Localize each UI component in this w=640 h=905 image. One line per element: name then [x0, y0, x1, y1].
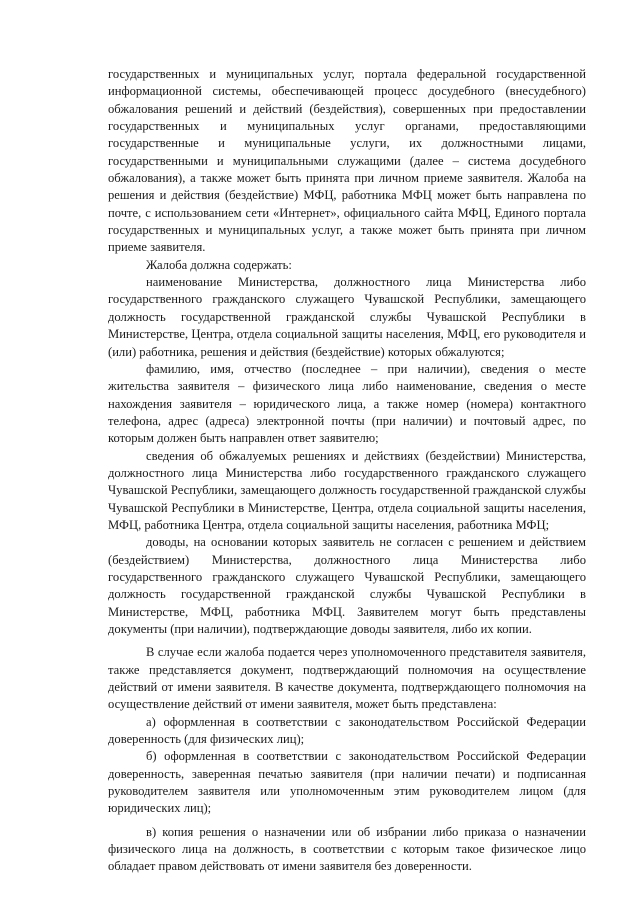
paragraph-applicant-details: фамилию, имя, отчество (последнее – при наличии), сведения о месте жительства заявителя – физического лица либо наименование, сведения о месте нахождения заявителя – юридического лица, а также номер (номера) контактного телефона, адрес (адреса) электронной почты (при наличии) и почтовый адрес, по которым должен быть направлен ответ заявителю; — [108, 361, 586, 446]
paragraph-authority-name: наименование Министерства, должностного лица Министерства либо государственного гражданского служащего Чувашской Республики, замещающего должность государственной гражданской службы Чувашской Республики в Министерстве, Центра, отдела социальной защиты населения, МФЦ, его руководителя и (или) работника, решения и действия (бездействие) которых обжалуются; — [108, 275, 586, 359]
paragraph-continuation: государственных и муниципальных услуг, портала федеральной государственной информационной системы, обеспечивающей процесс досудебного (внесудебного) обжалования решений и действий (бездействия), совершенных при предоставлении государственных и муниципальных услуг органами, предоставляющими государственные и муниципальные услуги, их должностными лицами, государственными и муниципальными служащими (далее – система досудебного обжалования), а также может быть принята при личном приеме заявителя. Жалоба на решения и действия (бездействие) МФЦ, работника МФЦ может быть направлена по почте, с использованием сети «Интернет», официального сайта МФЦ, Единого портала государственных и муниципальных услуг, а также может быть принята при личном приеме заявителя. — [108, 67, 586, 255]
paragraph-complaint-intro: Жалоба должна содержать: — [146, 257, 292, 272]
list-item-b: б) оформленная в соответствии с законодательством Российской Федерации доверенность, заверенная печатью заявителя (при наличии печати) и подписанная руководителем заявителя или уполномоченным этим руководителем лицом (для юридических лиц); — [108, 749, 586, 816]
paragraph-representative: В случае если жалоба подается через уполномоченного представителя заявителя, также представляется документ, подтверждающий полномочия на осуществление действий от имени заявителя. В качестве документа, подтверждающего полномочия на осуществление действий от имени заявителя, может быть представлена: — [108, 645, 586, 712]
list-item-a: а) оформленная в соответствии с законодательством Российской Федерации доверенность (для физических лиц); — [108, 714, 586, 747]
paragraph-arguments: доводы, на основании которых заявитель не согласен с решением и действием (бездействием) Министерства, должностного лица Министерства либо государственного гражданского служащего Чувашской Республики, замещающего должность государственной гражданской службы Чувашской Республики в Министерстве, МФЦ, работника МФЦ. Заявителем могут быть представлены документы (при наличии), подтверждающие доводы заявителя, либо их копии. — [108, 535, 586, 636]
list-item-c: в) копия решения о назначении или об избрании либо приказа о назначении физического лица на должность, в соответствии с которым такое физическое лицо обладает правом действовать от имени заявителя без доверенности. — [108, 824, 586, 874]
paragraph-appealed-decisions: сведения об обжалуемых решениях и действиях (бездействии) Министерства, должностного лица Министерства либо государственного гражданского служащего Чувашской Республики, замещающего должность государственной гражданской службы Чувашской Республики в Министерстве, Центра, отдела социальной защиты населения, МФЦ, работника Центра, отдела социальной защиты населения, работника МФЦ; — [108, 448, 586, 532]
document-body — [108, 66, 586, 876]
